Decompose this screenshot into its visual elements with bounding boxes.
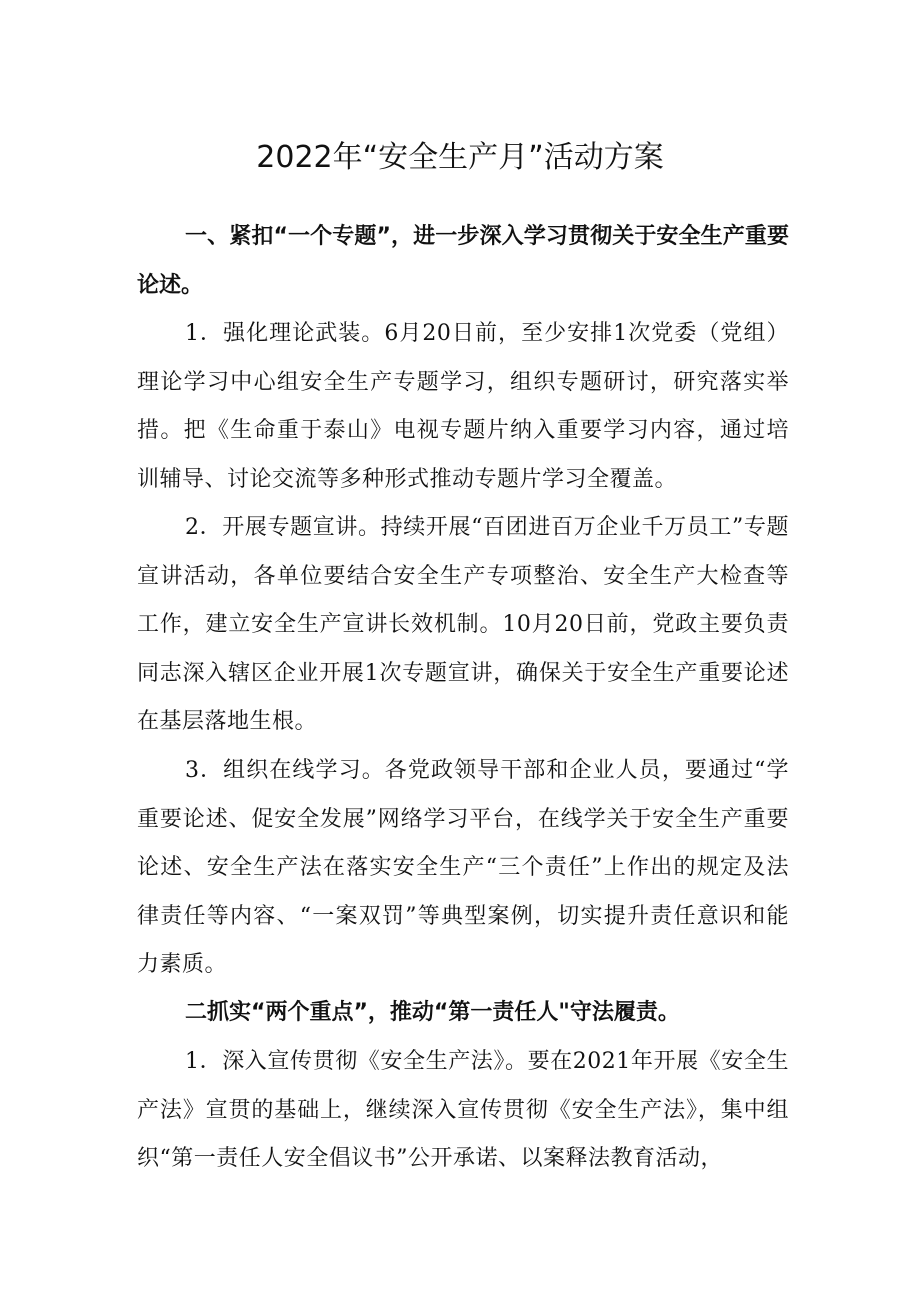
document-title: 2022年“安全生产月”活动方案	[256, 140, 664, 175]
section-heading-1: 一、紧扣“一个专题”，进一步深入学习贯彻关于安全生产重要论述。	[137, 224, 789, 298]
section-heading-2: 二抓实“两个重点”，推动“第一责任人"守法履责。	[185, 1000, 680, 1025]
paragraph-1-3: 3．组织在线学习。各党政领导干部和企业人员，要通过“学重要论述、促安全发展”网络学习平台，在线学关于安全生产重要论述、安全生产法在落实安全生产“三个责任”上作出的规定及法律责任等内容、“一案双罚”等典型案例，切实提升责任意识和能力素质。	[137, 758, 789, 977]
paragraph-1-1: 1．强化理论武装。6月20日前，至少安排1次党委（党组）理论学习中心组安全生产专题学习，组织专题研讨，研究落实举措。把《生命重于泰山》电视专题片纳入重要学习内容，通过培训辅导、讨论交流等多种形式推动专题片学习全覆盖。	[137, 321, 789, 492]
paragraph-2-1: 1．深入宣传贯彻《安全生产法》。要在2021年开展《安全生产法》宣贯的基础上，继续深入宣传贯彻《安全生产法》，集中组织“第一责任人安全倡议书”公开承诺、以案释法教育活动，	[137, 1049, 789, 1171]
paragraph-1-2: 2．开展专题宣讲。持续开展“百团进百万企业千万员工”专题宣讲活动，各单位要结合安全生产专项整治、安全生产大检查等工作，建立安全生产宣讲长效机制。10月20日前，党政主要负责同志深入辖区企业开展1次专题宣讲，确保关于安全生产重要论述在基层落地生根。	[137, 515, 789, 734]
